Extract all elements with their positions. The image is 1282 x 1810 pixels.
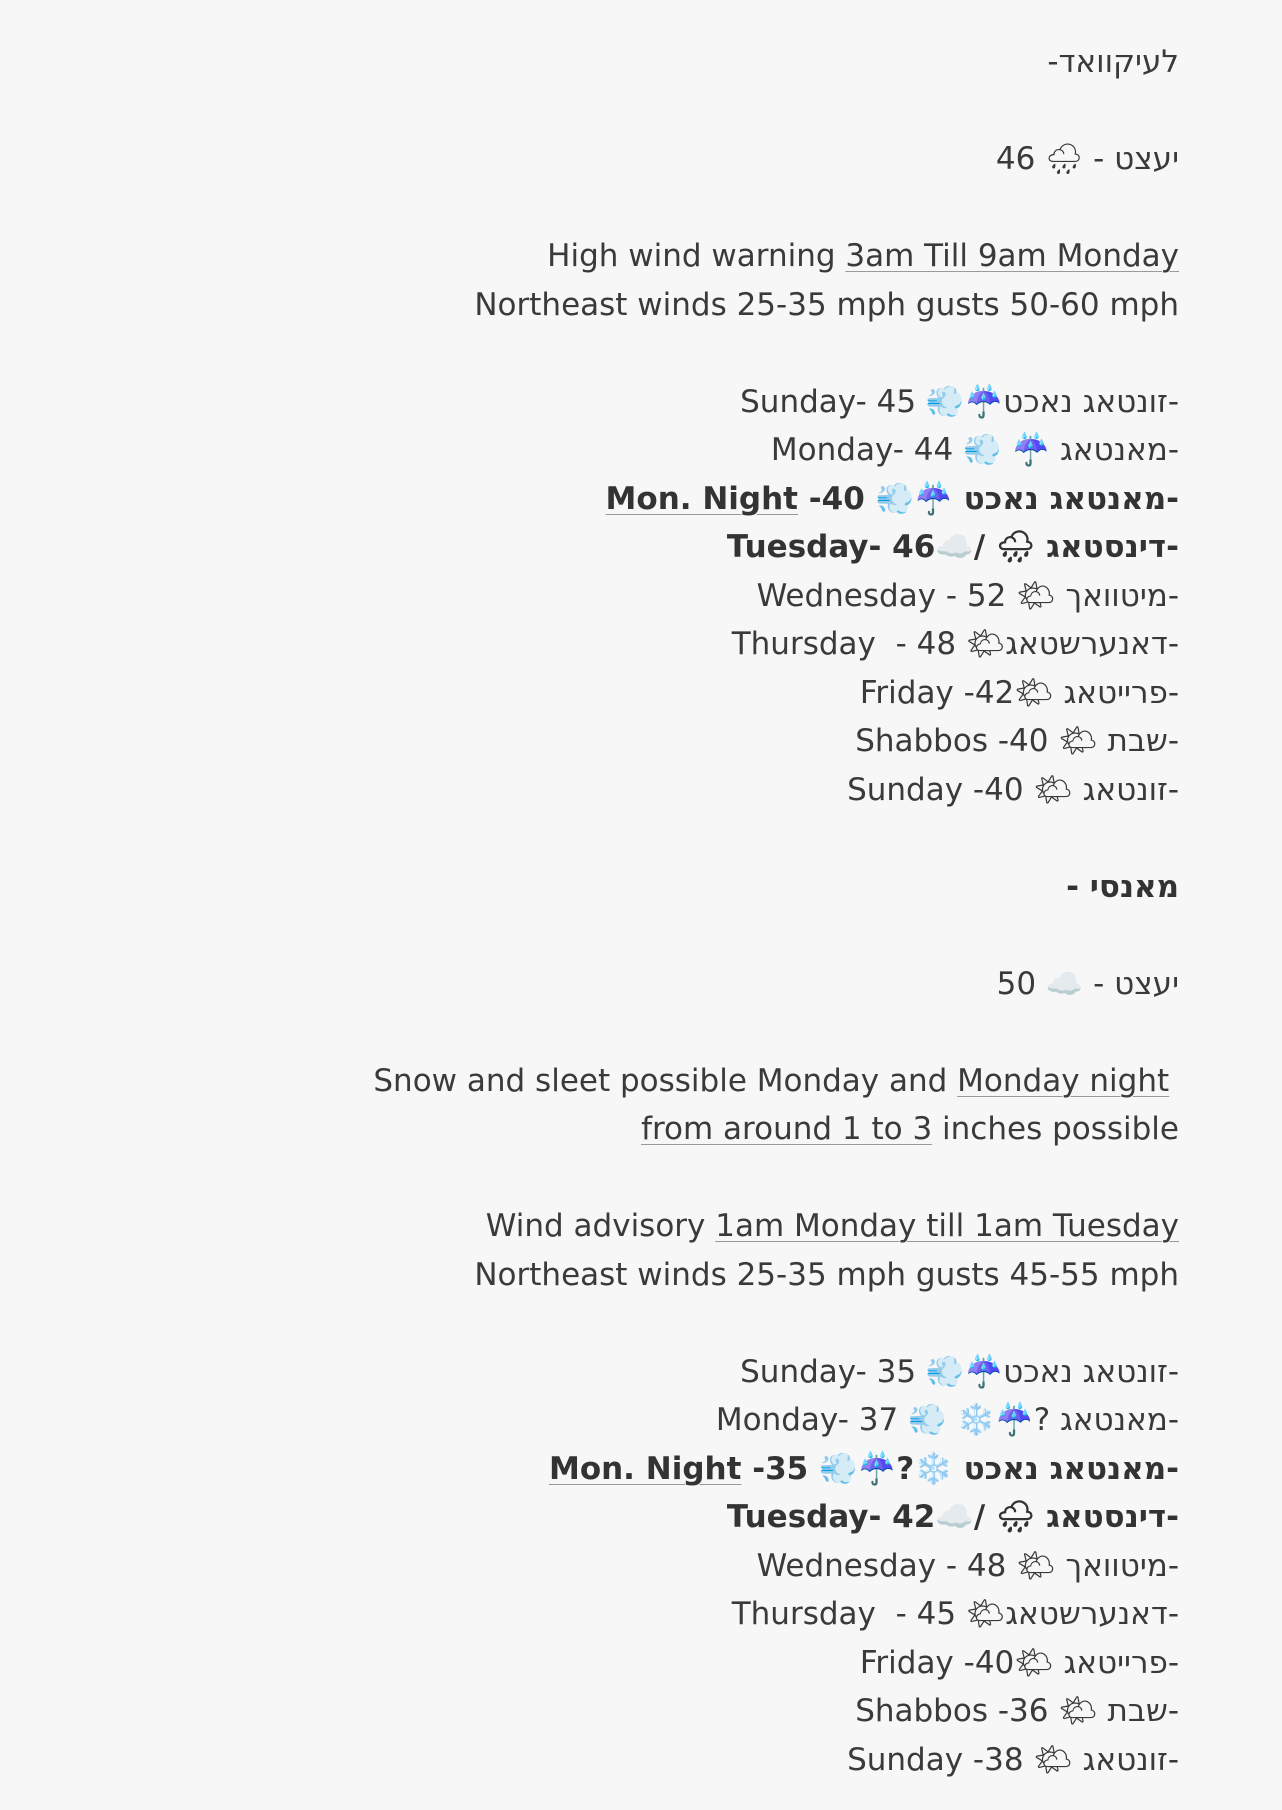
forecast-day: Wednesday - 52 🌤 מיטוואך- bbox=[756, 577, 1179, 614]
mon-night-link[interactable]: Mon. Night bbox=[548, 1450, 742, 1487]
forecast-day: Monday- 37 💨 ❄️☔️? מאנטאג- bbox=[715, 1402, 1179, 1438]
wind-advisory-time-link[interactable]: 1am Monday till 1am Tuesday bbox=[715, 1208, 1179, 1244]
rain-cloud-icon: 🌧 bbox=[1045, 142, 1084, 177]
current-temp-line bbox=[100, 135, 1179, 184]
forecast-day: Shabbos -36 🌤 שבת- bbox=[855, 1693, 1179, 1729]
forecast-day: Sunday- 35 💨☔️זונטאג נאכט- bbox=[740, 1353, 1179, 1390]
current-temp: 50 bbox=[996, 965, 1037, 1002]
wind-warning-time-link[interactable]: 3am Till 9am Monday bbox=[845, 238, 1179, 274]
snow-text: Snow and sleet possible Monday and bbox=[373, 1062, 958, 1099]
forecast-day: Tuesday- 46☁️/ 🌧 דינסטאג- bbox=[726, 529, 1179, 565]
now-label: יעצט - bbox=[1093, 965, 1179, 1002]
now-label: יעצט - bbox=[1093, 141, 1179, 177]
cloud-icon: ☁️ bbox=[1045, 966, 1084, 1002]
wind-advisory-details: Northeast winds 25-35 mph gusts 45-55 mph bbox=[474, 1256, 1179, 1293]
wind-advisory-text: Wind advisory bbox=[485, 1208, 716, 1244]
snow-line-2 bbox=[100, 1105, 1179, 1154]
forecast-day: Sunday -40 🌤 זונטאג- bbox=[847, 771, 1179, 808]
forecast-day: Thursday - 45 🌤דאנערשטאג- bbox=[731, 1596, 1179, 1632]
forecast-day: Monday- 44 💨 ☔️ מאנטאג- bbox=[770, 432, 1179, 468]
forecast-list-lakewood bbox=[100, 378, 1179, 815]
wind-warning-details: Northeast winds 25-35 mph gusts 50-60 mph bbox=[474, 286, 1179, 323]
mon-night-link[interactable]: Mon. Night bbox=[605, 480, 798, 517]
forecast-day: Friday -42🌤 פרייטאג- bbox=[859, 674, 1179, 711]
current-temp: 46 bbox=[995, 141, 1036, 177]
section-title-lakewood: לעיקוואד- bbox=[1047, 44, 1179, 80]
forecast-day: Friday -40🌤 פרייטאג- bbox=[859, 1644, 1179, 1681]
forecast-day: Wednesday - 48 🌤 מיטוואך- bbox=[756, 1547, 1179, 1584]
forecast-day: Tuesday- 42☁️/ 🌧 דינסטאג- bbox=[726, 1499, 1179, 1535]
monday-night-link[interactable]: Monday night bbox=[957, 1062, 1170, 1099]
forecast-list-monsey bbox=[100, 1348, 1179, 1785]
forecast-day: Thursday - 48 🌤דאנערשטאג- bbox=[731, 626, 1179, 662]
forecast-day: Sunday -38 🌤 זונטאג- bbox=[847, 1741, 1179, 1778]
snow-line-1 bbox=[100, 1057, 1179, 1106]
wind-warning-text: High wind warning bbox=[547, 238, 846, 274]
forecast-day: Sunday- 45 💨☔️זונטאג נאכט- bbox=[740, 383, 1179, 420]
section-title-monsey: מאנסי - bbox=[1066, 868, 1179, 905]
wind-advisory-line bbox=[100, 1202, 1179, 1251]
forecast-day: Shabbos -40 🌤 שבת- bbox=[855, 723, 1179, 759]
wind-warning-line bbox=[100, 232, 1179, 281]
current-temp-line bbox=[100, 960, 1179, 1009]
forecast-day: Mon. Night -35 💨☔️?❄️ מאנטאג נאכט- bbox=[548, 1450, 1179, 1487]
forecast-day: Mon. Night -40 💨☔️ מאנטאג נאכט- bbox=[605, 480, 1179, 517]
amount-link[interactable]: from around 1 to 3 bbox=[641, 1111, 933, 1147]
snow-text-2: inches possible bbox=[932, 1111, 1179, 1147]
